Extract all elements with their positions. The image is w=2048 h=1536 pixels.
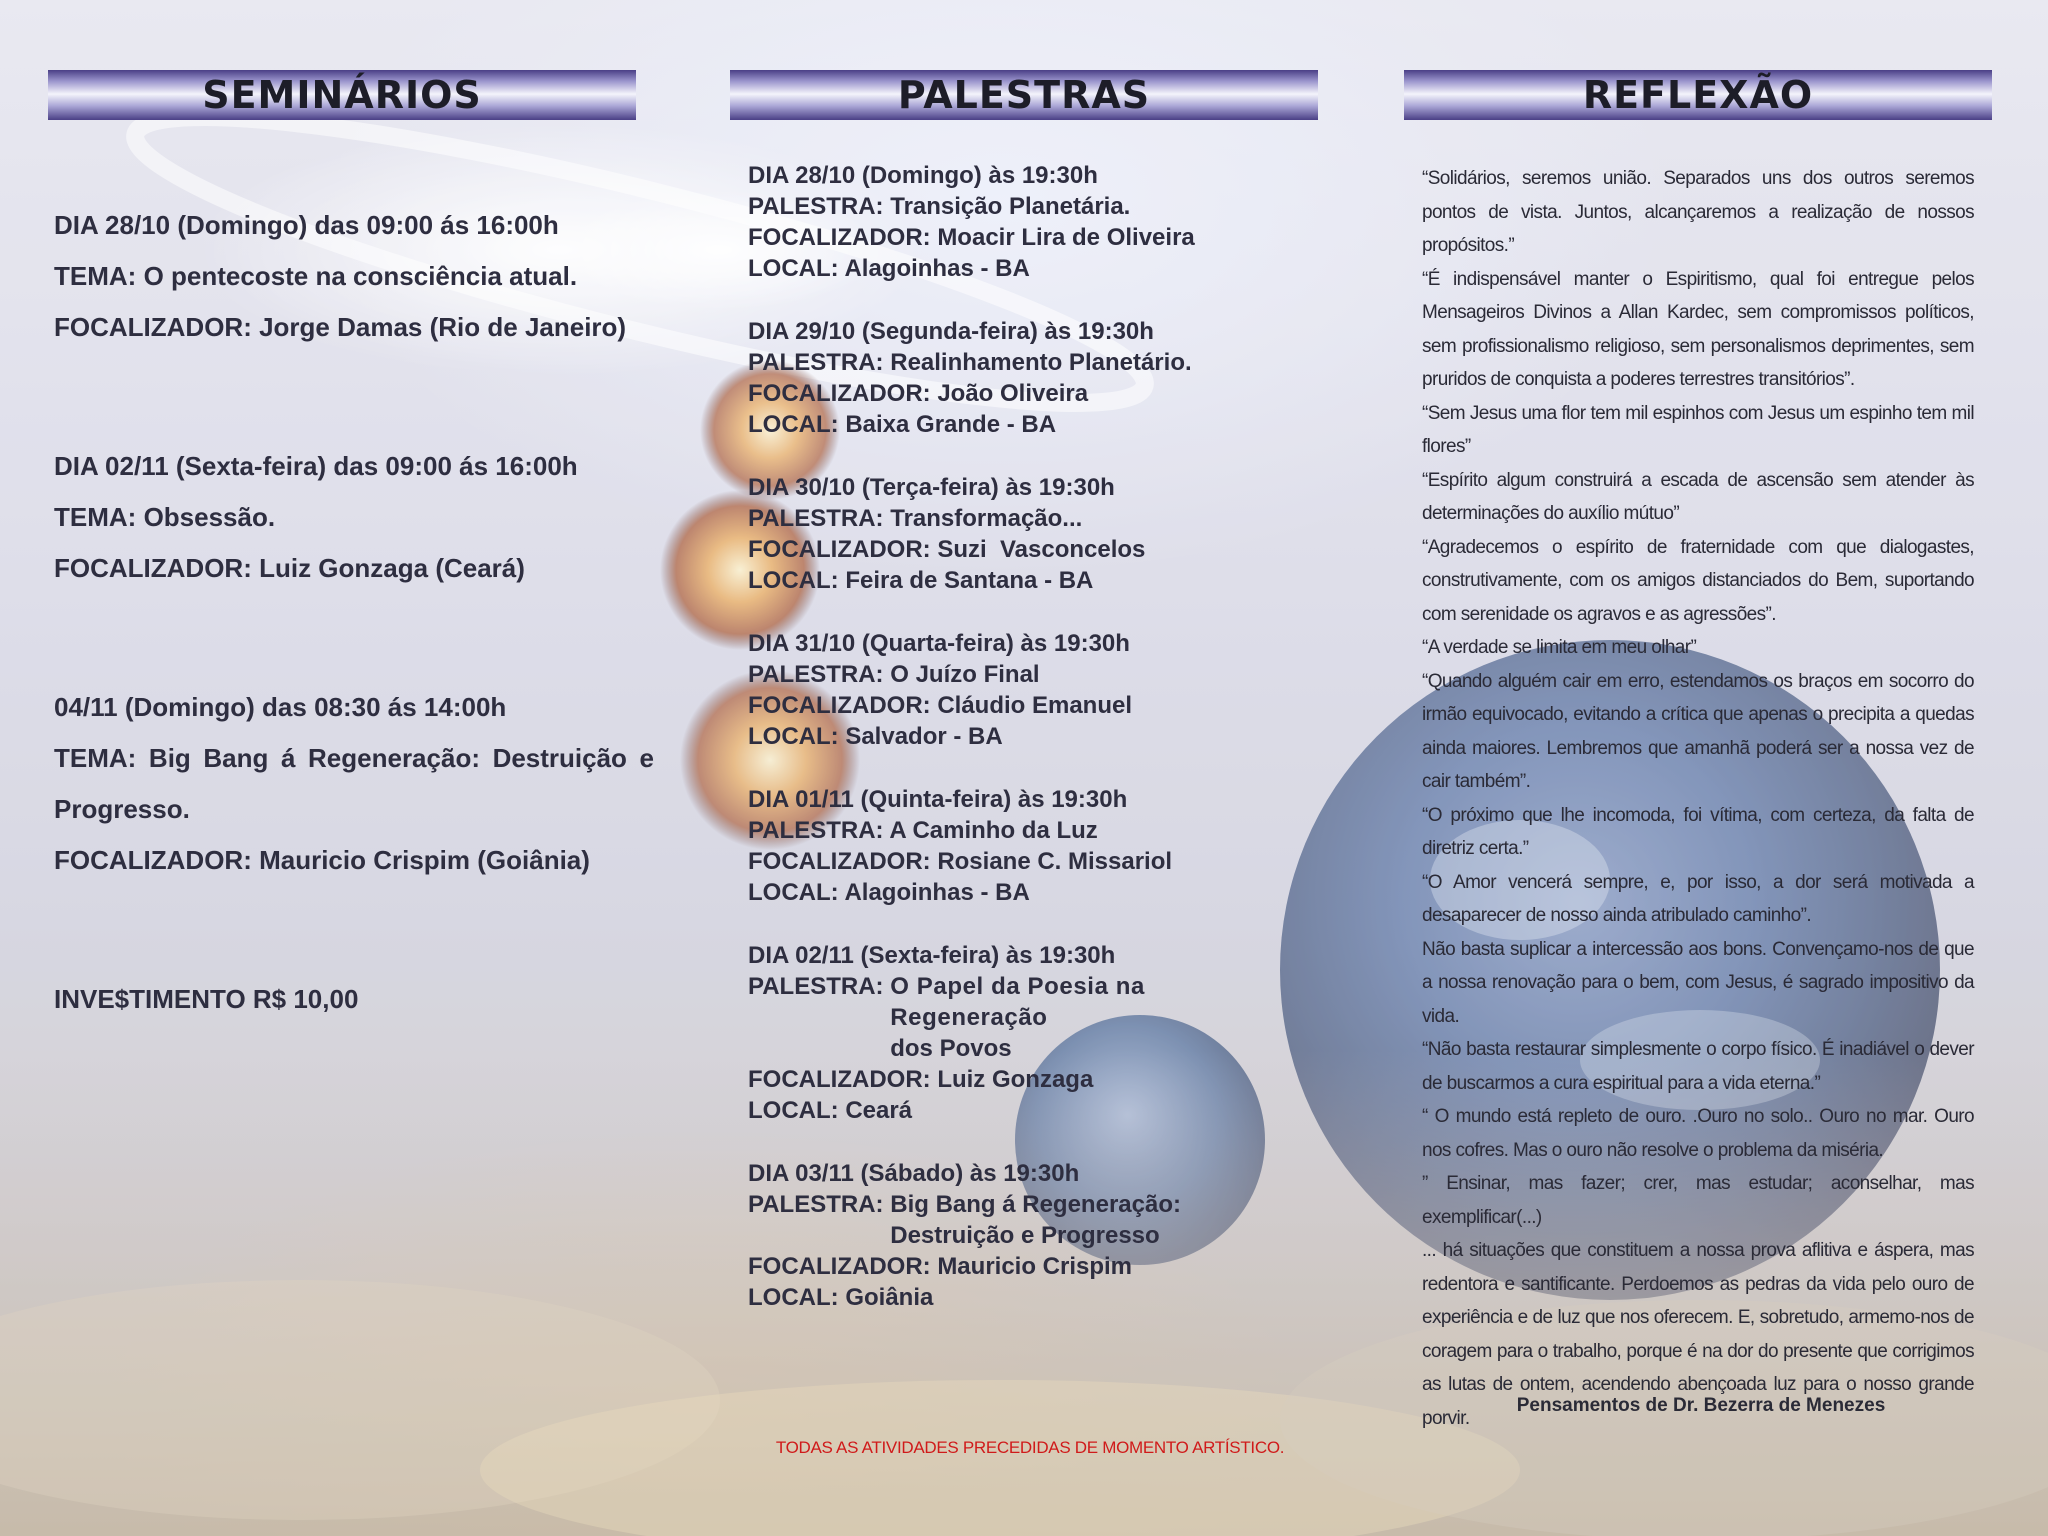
palestra-focalizador: Moacir Lira de Oliveira [937, 224, 1195, 251]
local-label: LOCAL: [748, 723, 839, 750]
local-label: LOCAL: [748, 1097, 839, 1124]
palestra-local: Baixa Grande - BA [845, 411, 1057, 438]
palestra-item [748, 940, 1308, 1126]
palestra-item [748, 1158, 1308, 1313]
reflexao-paragraph: ” Ensinar, mas fazer; crer, mas estudar; aconselhar, mas exemplificar(...) [1422, 1173, 1974, 1228]
reflexao-paragraph: “A verdade se limita em meu olhar” [1422, 637, 1697, 658]
seminario-item [54, 200, 654, 353]
palestra-title: Realinhamento Planetário. [890, 349, 1192, 376]
focalizador-label: FOCALIZADOR: [748, 536, 931, 563]
reflexao-header-title: REFLEXÃO [1582, 73, 1814, 117]
seminario-focalizador: Luiz Gonzaga (Ceará) [259, 553, 525, 583]
palestra-label: PALESTRA: [748, 973, 884, 1000]
focalizador-label: FOCALIZADOR: [54, 553, 252, 583]
palestra-focalizador: Luiz Gonzaga [937, 1066, 1094, 1093]
palestra-focalizador: Suzi Vasconcelos [937, 536, 1146, 563]
palestra-label: PALESTRA: [748, 661, 884, 688]
palestra-title-row [748, 1189, 1308, 1251]
reflexao-paragraph: “Quando alguém cair em erro, estendamos os braços em socorro do irmão equivocado, evitando a crítica que apenas o precipita a quedas ainda maiores. Lembremos que amanhã poderá ser a nossa vez de cair também”. [1422, 670, 1974, 792]
palestra-local: Alagoinhas - BA [844, 255, 1030, 282]
reflexao-paragraph: “Solidários, seremos união. Separados uns dos outros seremos pontos de vista. Juntos, alcançaremos a realização de nossos propósitos.” [1422, 168, 1974, 256]
seminarios-header [48, 70, 636, 120]
focalizador-label: FOCALIZADOR: [748, 692, 931, 719]
palestra-title: Transformação... [890, 505, 1083, 532]
focalizador-label: FOCALIZADOR: [54, 845, 252, 875]
local-label: LOCAL: [748, 567, 839, 594]
focalizador-label: FOCALIZADOR: [748, 380, 931, 407]
reflexao-paragraph: ... há situações que constituem a nossa prova aflitiva e áspera, mas redentora e santificante. Perdoemos as pedras da vida pelo ouro de experiência e de luz que nos oferecem. E, sobretudo, armemo-nos de coragem para o trabalho, porque é na dor do presente que corrigimos as lutas de ontem, acendendo abençoada luz para o nosso grande porvir. [1422, 1240, 1974, 1429]
focalizador-label: FOCALIZADOR: [748, 224, 931, 251]
reflexao-paragraph: “ O mundo está repleto de ouro. .Ouro no solo.. Ouro no mar. Ouro nos cofres. Mas o ouro não resolve o problema da miséria. [1422, 1106, 1974, 1161]
palestra-date: DIA 01/11 (Quinta-feira) às 19:30h [748, 786, 1128, 813]
palestras-column [748, 160, 1308, 1345]
reflexao-paragraph: “Espírito algum construirá a escada de ascensão sem atender às determinações do auxílio mútuo” [1422, 469, 1974, 524]
investimento-price: INVE$TIMENTO R$ 10,00 [54, 984, 359, 1014]
reflexao-text [1422, 162, 1974, 1435]
palestra-item [748, 316, 1308, 440]
palestra-date: DIA 28/10 (Domingo) às 19:30h [748, 162, 1098, 189]
reflexao-paragraph: “O próximo que lhe incomoda, foi vítima, com certeza, da falta de diretriz certa.” [1422, 804, 1974, 859]
seminario-focalizador: Mauricio Crispim (Goiânia) [259, 845, 590, 875]
palestra-label: PALESTRA: [748, 349, 884, 376]
palestra-title-continued: Destruição e Progresso [890, 1222, 1160, 1249]
palestra-title: O Papel da Poesia na Regeneração [890, 973, 1145, 1031]
palestra-date: DIA 03/11 (Sábado) às 19:30h [748, 1160, 1080, 1187]
seminario-date: 04/11 (Domingo) das 08:30 ás 14:00h [54, 692, 507, 722]
seminarios-column [54, 200, 654, 1025]
seminario-tema: Big Bang á Regeneração: Destruição e Progresso. [54, 743, 654, 824]
palestra-local: Ceará [845, 1097, 913, 1124]
palestra-item [748, 160, 1308, 284]
palestras-header-title: PALESTRAS [897, 73, 1151, 117]
palestra-title: Big Bang á Regeneração: [890, 1191, 1181, 1218]
local-label: LOCAL: [748, 411, 839, 438]
palestra-label: PALESTRA: [748, 1191, 884, 1218]
seminario-tema: O pentecoste na consciência atual. [143, 261, 578, 291]
palestra-focalizador: Mauricio Crispim [937, 1253, 1133, 1280]
local-label: LOCAL: [748, 1284, 839, 1311]
palestra-local: Alagoinhas - BA [844, 879, 1030, 906]
focalizador-label: FOCALIZADOR: [748, 848, 931, 875]
palestra-local: Goiânia [845, 1284, 934, 1311]
palestra-title: A Caminho da Luz [889, 817, 1098, 844]
palestra-date: DIA 02/11 (Sexta-feira) às 19:30h [748, 942, 1116, 969]
reflexao-paragraph: “É indispensável manter o Espiritismo, qual foi entregue pelos Mensageiros Divinos a Allan Kardec, sem compromissos políticos, sem profissionalismo religioso, sem personalismos deprimentes, sem pruridos de conquista a poderes terrestres transitórios”. [1422, 268, 1974, 390]
focalizador-label: FOCALIZADOR: [748, 1066, 931, 1093]
palestra-label: PALESTRA: [748, 193, 884, 220]
palestra-local: Feira de Santana - BA [845, 567, 1094, 594]
palestra-focalizador: Cláudio Emanuel [937, 692, 1133, 719]
tema-label: TEMA: [54, 261, 137, 291]
seminarios-header-title: SEMINÁRIOS [202, 73, 482, 117]
reflexao-signature: Pensamentos de Dr. Bezerra de Menezes [1516, 1395, 1886, 1416]
palestra-item [748, 784, 1308, 908]
palestra-item [748, 472, 1308, 596]
seminario-item [54, 441, 654, 594]
palestra-title: O Juízo Final [890, 661, 1040, 688]
reflexao-paragraph: “Agradecemos o espírito de fraternidade com que dialogastes, construtivamente, com os amigos distanciados do Bem, suportando com serenidade os agravos e as agressões”. [1422, 536, 1974, 625]
palestra-focalizador: Rosiane C. Missariol [937, 848, 1173, 875]
seminario-date: DIA 28/10 (Domingo) das 09:00 ás 16:00h [54, 210, 559, 240]
palestra-date: DIA 31/10 (Quarta-feira) às 19:30h [748, 630, 1130, 657]
focalizador-label: FOCALIZADOR: [748, 1253, 931, 1280]
palestra-focalizador: João Oliveira [937, 380, 1089, 407]
reflexao-paragraph: Não basta suplicar a intercessão aos bons. Convençamo-nos de que a nossa renovação para o bem, com Jesus, é sagrado impositivo da vida. [1422, 938, 1974, 1027]
seminario-date: DIA 02/11 (Sexta-feira) das 09:00 ás 16:00h [54, 451, 578, 481]
palestra-label: PALESTRA: [748, 817, 884, 844]
reflexao-header [1404, 70, 1992, 120]
seminario-tema: Obsessão. [143, 502, 276, 532]
focalizador-label: FOCALIZADOR: [54, 312, 252, 342]
seminario-focalizador: Jorge Damas (Rio de Janeiro) [259, 312, 627, 342]
palestra-label: PALESTRA: [748, 505, 884, 532]
reflexao-paragraph: “O Amor vencerá sempre, e, por isso, a dor será motivada a desaparecer de nosso ainda atribulado caminho”. [1422, 871, 1974, 926]
local-label: LOCAL: [748, 879, 839, 906]
palestra-date: DIA 29/10 (Segunda-feira) às 19:30h [748, 318, 1154, 345]
palestra-title: Transição Planetária. [890, 193, 1131, 220]
palestra-local: Salvador - BA [845, 723, 1003, 750]
tema-label: TEMA: [54, 743, 137, 773]
tema-label: TEMA: [54, 502, 137, 532]
seminario-item [54, 682, 654, 886]
local-label: LOCAL: [748, 255, 839, 282]
palestra-title-continued: dos Povos [890, 1035, 1012, 1062]
reflexao-paragraph: “Sem Jesus uma flor tem mil espinhos com Jesus um espinho tem mil flores” [1422, 402, 1974, 457]
reflexao-paragraph: “Não basta restaurar simplesmente o corpo físico. É inadiável o dever de buscarmos a cura espiritual para a vida eterna.” [1422, 1039, 1974, 1094]
palestras-header [730, 70, 1318, 120]
palestra-title-row [748, 971, 1308, 1064]
palestra-item [748, 628, 1308, 752]
palestra-date: DIA 30/10 (Terça-feira) às 19:30h [748, 474, 1115, 501]
footer-notice: TODAS AS ATIVIDADES PRECEDIDAS DE MOMENTO ARTÍSTICO. [775, 1438, 1285, 1457]
